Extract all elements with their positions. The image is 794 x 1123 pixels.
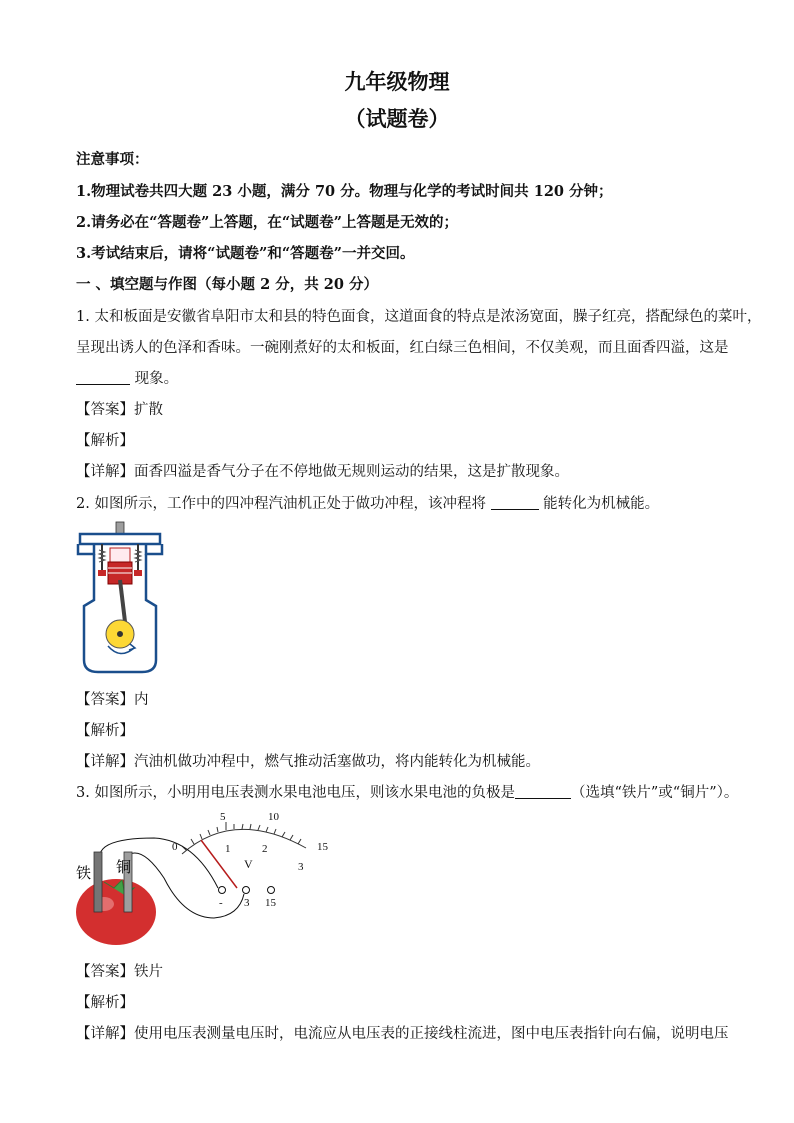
page-title: 九年级物理 <box>344 69 450 94</box>
exhaust-valve <box>134 570 142 576</box>
scale-label-15: 15 <box>317 841 328 853</box>
q2-answer-blank <box>491 495 539 510</box>
rotation-arrow-icon <box>129 644 135 650</box>
q2-text-before: 2. 如图所示，工作中的四冲程汽油机正处于做功冲程，该冲程将 <box>76 496 491 512</box>
intake-valve <box>98 570 106 576</box>
q1-analysis: 【解析】 <box>76 433 134 449</box>
q1-detail: 【详解】面香四溢是香气分子在不停地做无规则运动的结果，这是扩散现象。 <box>76 464 569 480</box>
notice-heading: 注意事项： <box>76 151 149 168</box>
q1-line-2: 呈现出诱人的色泽和香味。一碗刚煮好的太和板面，红白绿三色相间，不仅美观，而且面香四溢，这是 <box>76 340 729 356</box>
page-subtitle: （试题卷） <box>344 106 450 131</box>
fruit-battery-figure <box>74 808 336 948</box>
scale-label-1: 1 <box>225 843 231 855</box>
terminal-label-15: 15 <box>265 897 276 909</box>
q3-question <box>76 781 738 802</box>
notice-item-2: 2.请务必在“答题卷”上答题，在“试题卷”上答题是无效的； <box>76 214 458 231</box>
scale-label-0: 0 <box>172 841 178 853</box>
voltmeter-unit: V <box>244 857 253 871</box>
voltmeter-ticks <box>182 822 301 850</box>
q1-answer-blank <box>76 370 130 385</box>
q1-line-1: 1. 太和板面是安徽省阜阳市太和县的特色面食，这道面食的特点是浓汤宽面，臊子红亮，搭配绿色的菜叶， <box>76 309 762 325</box>
scale-label-5: 5 <box>220 811 226 823</box>
copper-label: 铜 <box>116 858 132 876</box>
terminal-label-3: 3 <box>244 897 250 909</box>
q2-answer: 【答案】内 <box>76 692 149 708</box>
q3-analysis: 【解析】 <box>76 995 134 1011</box>
cylinder-head <box>80 534 160 544</box>
q1-line-3 <box>76 367 178 388</box>
section-heading: 一 、填空题与作图（每小题 2 分，共 20 分） <box>76 276 379 293</box>
scale-label-10: 10 <box>268 811 279 823</box>
spark-plug-icon <box>116 522 124 534</box>
q3-text-after: （选填“铁片”或“铜片”）。 <box>570 785 739 801</box>
voltmeter-scale <box>182 829 306 854</box>
iron-label: 铁 <box>76 864 92 882</box>
terminal-15 <box>268 887 275 894</box>
q3-detail: 【详解】使用电压表测量电压时，电流应从电压表的正接线柱流进，图中电压表指针向右偏，说明电压 <box>76 1026 729 1042</box>
q2-text-after: 能转化为机械能。 <box>538 496 660 512</box>
q3-answer: 【答案】铁片 <box>76 964 163 980</box>
voltmeter-needle <box>201 840 237 888</box>
scale-label-2: 2 <box>262 843 268 855</box>
notice-item-1: 1.物理试卷共四大题 23 小题，满分 70 分。物理与化学的考试时间共 120 分钟； <box>76 183 613 200</box>
q1-line-3-text: 现象。 <box>130 371 179 387</box>
terminal-label-negative: - <box>219 897 223 909</box>
q2-analysis: 【解析】 <box>76 723 134 739</box>
q1-answer: 【答案】扩散 <box>76 402 163 418</box>
engine-figure <box>74 520 166 674</box>
terminal-negative <box>219 887 226 894</box>
q3-text-before: 3. 如图所示，小明用电压表测水果电池电压，则该水果电池的负极是 <box>76 785 515 801</box>
q3-answer-blank <box>515 784 571 799</box>
q2-question <box>76 492 659 513</box>
terminal-3 <box>243 887 250 894</box>
scale-label-3: 3 <box>298 861 304 873</box>
iron-electrode <box>94 852 102 912</box>
notice-item-3: 3.考试结束后，请将“试题卷”和“答题卷”一并交回。 <box>76 245 415 262</box>
q2-detail: 【详解】汽油机做功冲程中，燃气推动活塞做功，将内能转化为机械能。 <box>76 754 540 770</box>
